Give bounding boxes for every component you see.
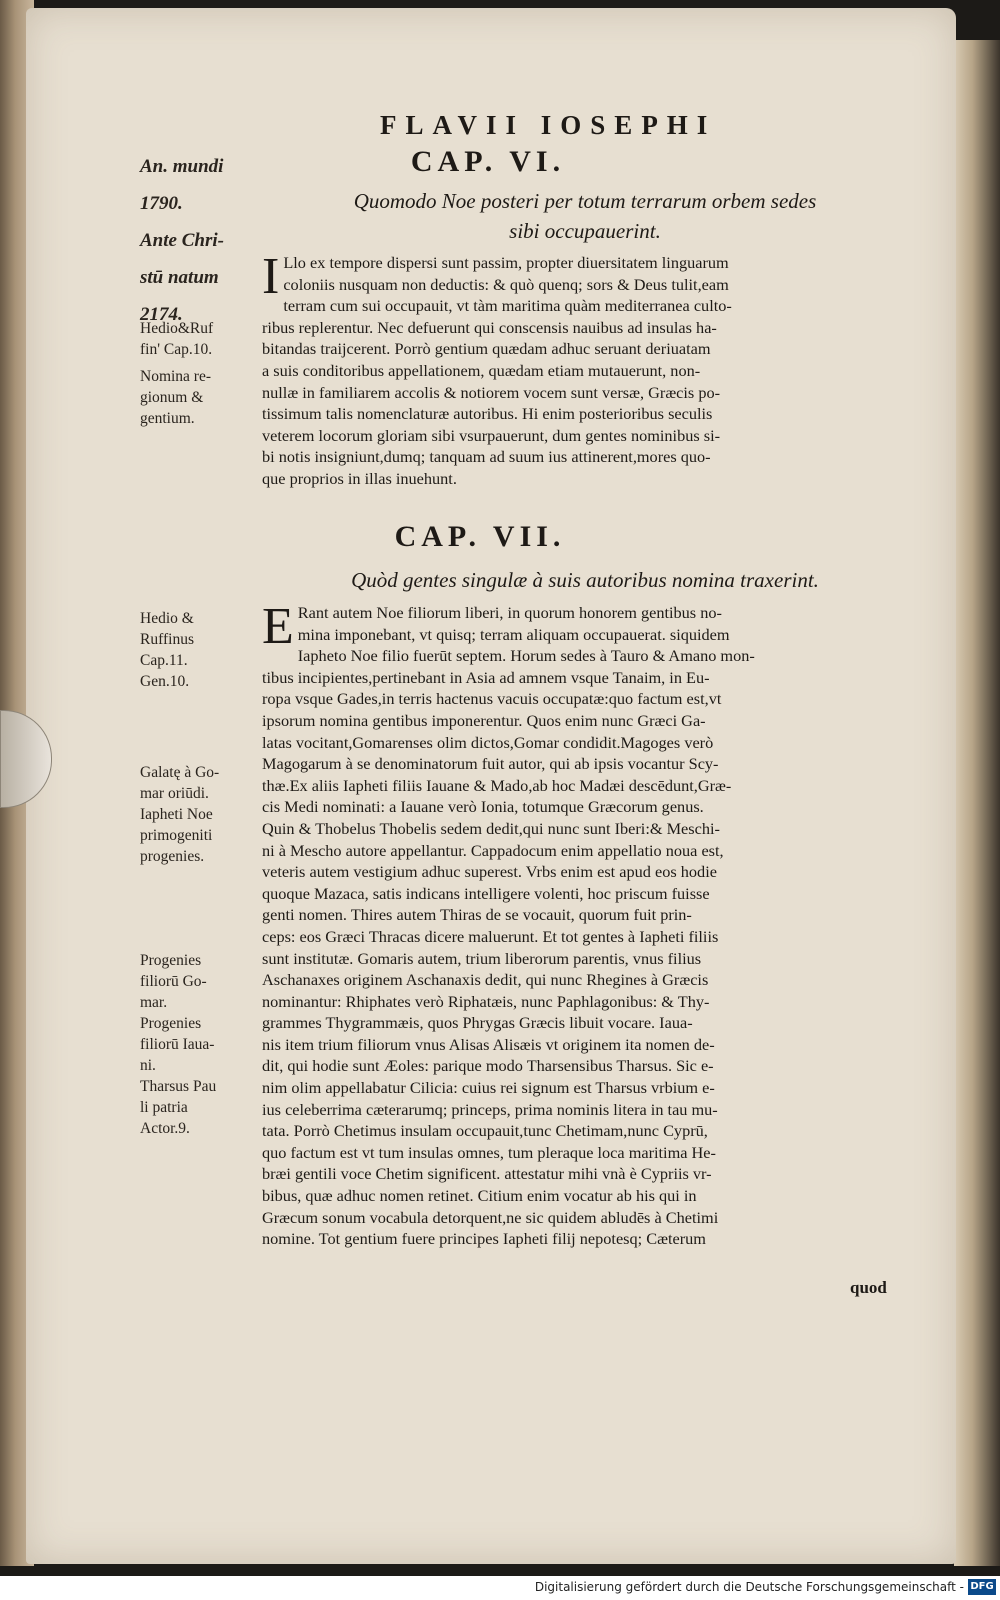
text-line: ni à Mescho autore appellantur. Cappadocum enim appellatio noua est,: [262, 840, 724, 860]
margin-note-line: mar oriūdi.: [140, 785, 209, 802]
chapter-7-title: CAP. VII.: [394, 520, 566, 553]
text-line: ceps: eos Græci Thracas dicere maluerunt. Et tot gentes à Iapheti filiis: [262, 926, 719, 946]
text-line: nim olim appellabatur Cilicia: cuius rei signum est Tharsus vrbium e-: [262, 1078, 715, 1098]
margin-note-ch7-a: [140, 608, 258, 692]
text-line: Quin & Thobelus Thobelis sedem dedit,qui nunc sunt Iberi:& Meschi-: [262, 818, 720, 838]
text-line: Llo ex tempore dispersi sunt passim, propter diuersitatem linguarum: [283, 253, 729, 272]
text-line: bitandas traijcerent. Porrò gentium quædam adhuc seruant deriuatam: [262, 339, 711, 359]
text-line: ipsorum nomina gentibus imponerentur. Quos enim nunc Græci Ga-: [262, 710, 706, 730]
text-line: tissimum talis nomenclaturæ autoribus. Hi enim posterioribus seculis: [262, 404, 713, 424]
margin-note-line: Progenies: [140, 952, 202, 969]
text-line: Iapheto Noe filio fuerūt septem. Horum sedes à Tauro & Amano mon-: [297, 646, 755, 666]
margin-note-line: 2174.: [140, 304, 183, 325]
text-line: bi notis insigniunt,dumq; tanquam ad suum ius attinerent,mores quo-: [262, 447, 711, 467]
text-line: thæ.Ex aliis Iapheti filiis Iauane & Mado,ab hoc Madæi descēdunt,Græ-: [262, 775, 732, 795]
text-line: terram cum sui occupauit, vt tàm maritima quàm mediterranea culto-: [283, 296, 732, 316]
margin-note-line: Gen.10.: [140, 673, 190, 690]
text-line: Aschanaxes originem Aschanaxis dedit, qui nunc Rhegines à Græcis: [262, 970, 709, 990]
text-line: coloniis nusquam non deductis: & quò quenq; sors & Deus tulit,eam: [283, 274, 729, 294]
text-line: Magogarum à se denominatorum fuit autor, qui ab ipsis vocantur Scy-: [262, 754, 719, 774]
chapter-6-subtitle: [262, 186, 908, 246]
dropcap: I: [262, 248, 280, 305]
text-line: quo factum est vt tum insulas omnes, tum pleraque loca maritima He-: [262, 1142, 716, 1162]
footer-bar: [0, 1576, 1000, 1600]
margin-year-note: [140, 148, 258, 333]
margin-note-line: filiorū Iaua-: [140, 1036, 215, 1053]
text-line: tibus incipientes,pertinebant in Asia ad amnem vsque Tanaim, in Eu-: [262, 667, 710, 687]
text-line: que proprios in illas inuehunt.: [262, 468, 457, 488]
margin-note-line: stū natum: [140, 267, 219, 288]
margin-note-line: gentium.: [140, 410, 195, 427]
text-line: nullæ in familiarem accolis & notiorem vocem sunt versæ, Græcis po-: [262, 382, 721, 402]
text-line: bræi gentili voce Chetim significent. attestatur mihi vnà è Cypriis vr-: [262, 1164, 712, 1184]
dropcap: E: [262, 598, 294, 655]
text-line: latas vocitant,Gomarenses olim dictos,Gomar condidit.Magoges verò: [262, 732, 714, 752]
chapter-7-body: [262, 598, 908, 1250]
margin-note-line: ni.: [140, 1057, 156, 1074]
margin-note-line: 1790.: [140, 193, 183, 214]
margin-note-line: Iapheti Noe: [140, 806, 213, 823]
text-line: veterem locorum gloriam sibi vsurpauerunt, dum gentes nominibus si-: [262, 425, 721, 445]
text-line: mina imponebant, vt quisq; terram aliquam occupauerat. siquidem: [297, 624, 730, 644]
text-line: genti nomen. Thires autem Thiras de se vocauit, quorum fuit prin-: [262, 905, 692, 925]
margin-note-line: Ruffinus: [140, 631, 194, 648]
margin-note-line: An. mundi: [140, 156, 224, 177]
catchword: quod: [850, 1278, 887, 1297]
margin-note-line: fin' Cap.10.: [140, 341, 213, 358]
margin-note-ch6: [140, 318, 258, 429]
margin-note-line: Tharsus Pau: [140, 1078, 217, 1095]
margin-note-line: progenies.: [140, 848, 205, 865]
chapter-6-subtitle-line1: Quomodo Noe posteri per totum terrarum orbem sedes: [353, 189, 817, 213]
margin-note-line: Cap.11.: [140, 652, 188, 669]
text-line: Græcum sonum vocabula detorquent,ne sic quidem abludēs à Chetimi: [262, 1207, 719, 1227]
text-line: ropa vsque Gades,in terris hactenus vacuis occupatæ:quo factum est,vt: [262, 689, 722, 709]
margin-note-line: Nomina re-: [140, 368, 212, 385]
margin-note-line: Actor.9.: [140, 1120, 190, 1137]
margin-note-line: gionum &: [140, 389, 204, 406]
text-line: veteris autem vestigium adhuc superest. Vrbs enim est apud eos hodie: [262, 862, 717, 882]
running-head: FLAVII IOSEPHI: [380, 110, 717, 140]
footer-credit: Digitalisierung gefördert durch die Deutsche Forschungsgemeinschaft -: [534, 1580, 964, 1594]
chapter-6-subtitle-line2: sibi occupauerint.: [509, 219, 661, 243]
text-line: nominantur: Rhiphates verò Riphatæis, nunc Paphlagonibus: & Thy-: [262, 991, 710, 1011]
margin-note-line: Hedio&Ruf: [140, 320, 214, 337]
margin-note-line: mar.: [140, 994, 168, 1011]
text-line: quoque Mazaca, satis indicans intelligere volenti, hoc priscum fuisse: [262, 883, 710, 903]
margin-note-line: filiorū Go-: [140, 973, 207, 990]
text-line: grammes Thygrammæis, quos Phrygas Græcis libuit vocare. Iaua-: [262, 1013, 693, 1033]
text-line: bibus, quæ adhuc nomen retinet. Citium enim vocatur ab his qui in: [262, 1186, 697, 1206]
chapter-7-subtitle: Quòd gentes singulæ à suis autoribus nomina traxerint.: [351, 568, 819, 592]
chapter-6-body: [262, 248, 908, 490]
margin-note-line: li patria: [140, 1099, 188, 1116]
text-line: cis Medi nominati: a Iauane verò Ionia, totumque Græcorum genus.: [262, 797, 704, 817]
text-line: tata. Porrò Chetimus insulam occupauit,tunc Chetimam,nunc Cyprū,: [262, 1121, 708, 1141]
margin-note-line: Ante Chri-: [140, 230, 224, 251]
margin-note-line: Hedio &: [140, 610, 194, 627]
text-line: Rant autem Noe filiorum liberi, in quorum honorem gentibus no-: [297, 603, 722, 622]
chapter-6-title: CAP. VI.: [410, 145, 566, 178]
text-line: dit, qui hodie sunt Æoles: parique modo Tharsensibus Tharsus. Sic e-: [262, 1056, 714, 1076]
text-line: ribus replerentur. Nec defuerunt qui conscensis nauibus ad insulas ha-: [262, 317, 717, 337]
text-line: nomine. Tot gentium fuere principes Iapheti filij nepotesq; Cæterum: [262, 1229, 706, 1249]
text-line: nis item trium filiorum vnus Alisas Alisæis vt originem ita nomen de-: [262, 1034, 715, 1054]
margin-note-ch7-b: [140, 762, 258, 867]
dfg-logo: DFG: [968, 1579, 996, 1595]
page-fore-edge: [954, 40, 1000, 1566]
text-line: ius celeberrima cæterarumq; princeps, prima nominis litera in tau mu-: [262, 1099, 718, 1119]
margin-note-ch7-c: [140, 950, 258, 1139]
text-line: a suis conditoribus appellationem, quædam etiam mutauerunt, non-: [262, 360, 701, 380]
margin-note-line: primogeniti: [140, 827, 213, 844]
margin-note-line: Progenies: [140, 1015, 202, 1032]
margin-note-line: Galatę à Go-: [140, 764, 220, 781]
text-line: sunt institutæ. Gomaris autem, trium liberorum parentis, vnus filius: [262, 948, 702, 968]
